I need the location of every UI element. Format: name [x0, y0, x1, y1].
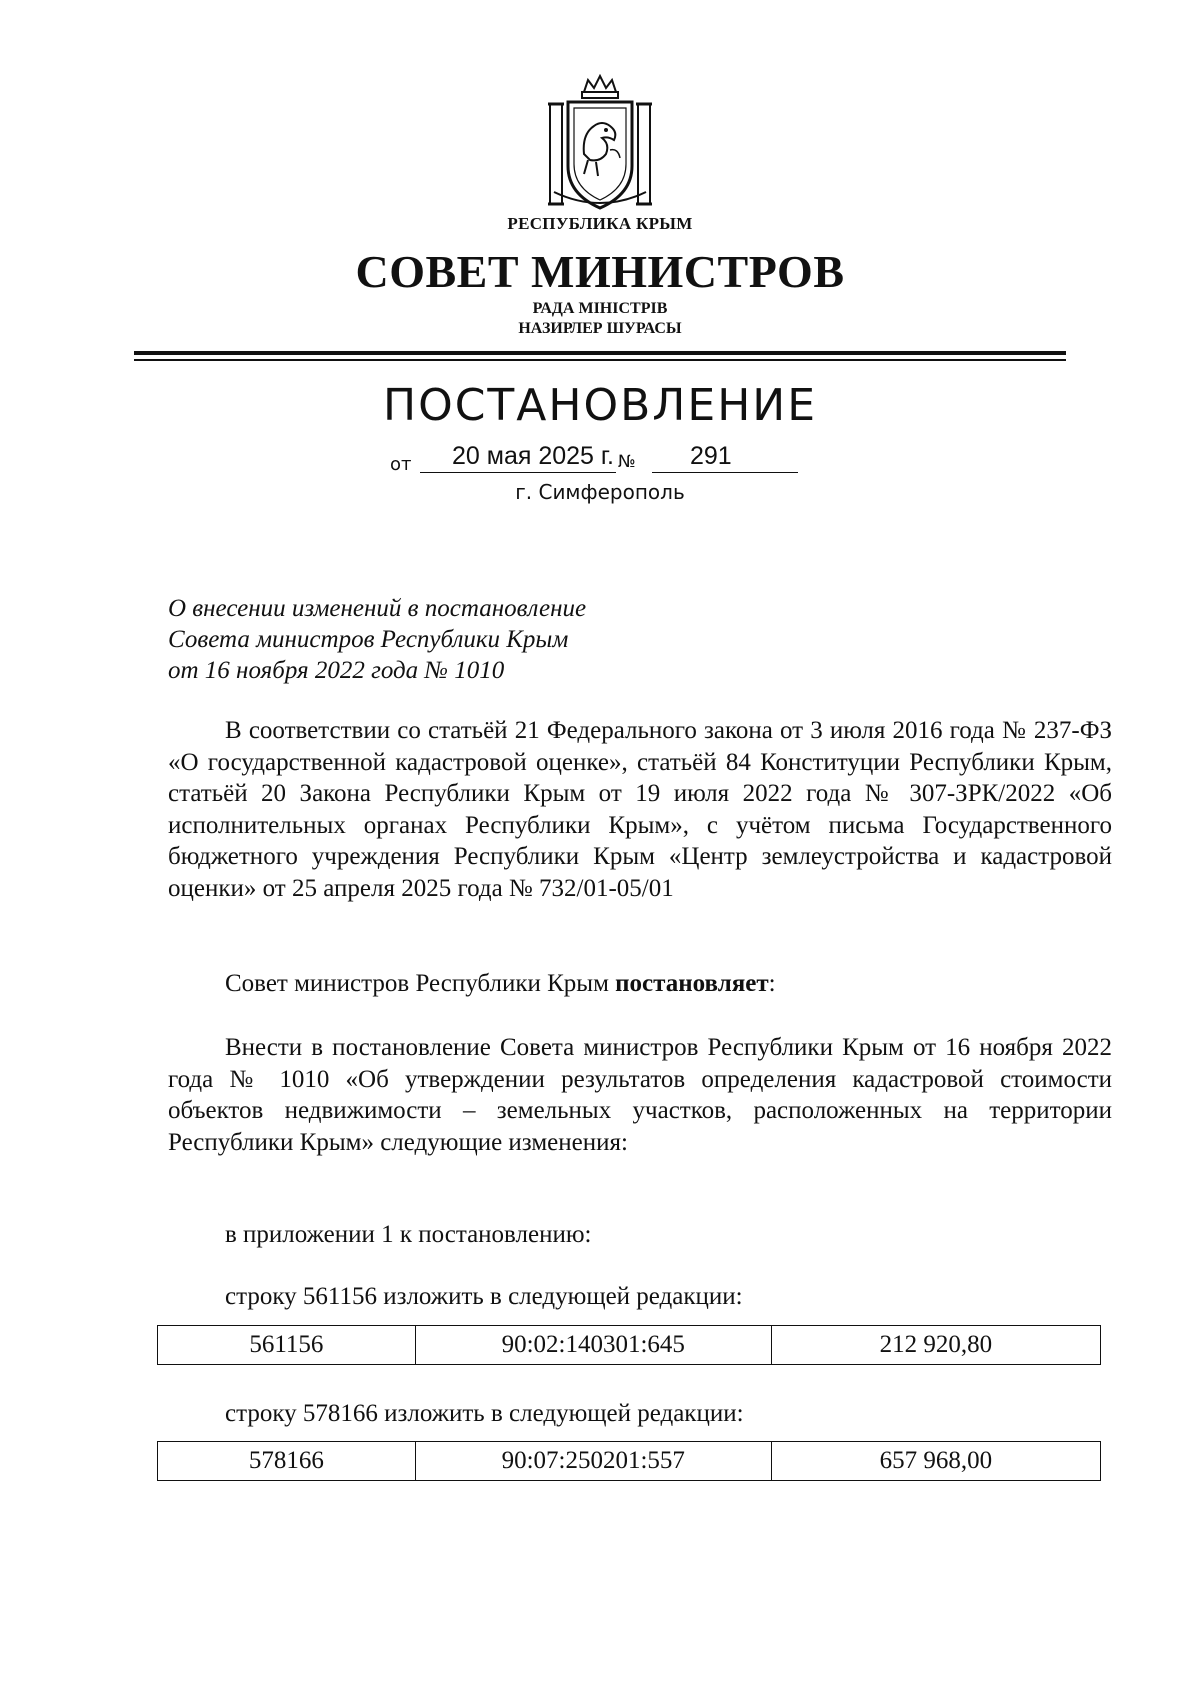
republic-name: РЕСПУБЛИКА КРЫМ	[507, 214, 693, 233]
replacement-row-table	[157, 1325, 1101, 1365]
decree-subject	[168, 593, 586, 686]
resolves-colon: :	[768, 970, 776, 997]
table-row	[158, 1326, 1101, 1365]
table-row	[158, 1442, 1101, 1481]
replacement-row-table	[157, 1441, 1101, 1481]
row-intro-paragraph: строку 561156 изложить в следующей редакции:	[225, 1283, 743, 1310]
number-underline	[652, 472, 798, 473]
resolves-keyword: постановляет	[615, 970, 769, 997]
amendment-paragraph: Внести в постановление Совета министров Республики Крым от 16 ноября 2022 года № 1010 «Об утверждении результатов определения кадастровой стоимости объектов недвижимости – земельных участков, расположенных на территории Республики Крым» следующие изменения:	[168, 1034, 1112, 1156]
cadastral-number-cell: 90:02:140301:645	[415, 1326, 771, 1365]
council-name-crimean-tatar: НАЗИРЛЕР ШУРАСЫ	[518, 320, 682, 337]
header-divider-thin	[134, 359, 1066, 361]
cadastral-value-cell: 657 968,00	[771, 1442, 1100, 1481]
subject-line: Совета министров Республики Крым	[168, 626, 569, 653]
subject-line: О внесении изменений в постановление	[168, 595, 587, 622]
row-intro-paragraph: строку 578166 изложить в следующей редакции:	[225, 1400, 744, 1427]
subject-line: от 16 ноября 2022 года № 1010	[168, 657, 505, 684]
row-number-cell: 561156	[158, 1326, 416, 1365]
decree-number: 291	[690, 442, 732, 470]
preamble-paragraph: В соответствии со статьёй 21 Федерального закона от 3 июля 2016 года № 237-ФЗ «О государственной кадастровой оценке», статьёй 84 Конституции Республики Крым, статьёй 20 Закона Республики Крым от 19 июля 2022 года № 307-ЗРК/2022 «Об исполнительных органах Республики Крым», с учётом письма Государственного бюджетного учреждения Республики Крым «Центр землеустройства и кадастровой оценки» от 25 апреля 2025 года № 732/01-05/01	[168, 717, 1112, 902]
number-sign: №	[618, 452, 636, 472]
cadastral-number-cell: 90:07:250201:557	[415, 1442, 771, 1481]
crimea-coat-of-arms-icon	[544, 74, 656, 214]
appendix-paragraph: в приложении 1 к постановлению:	[225, 1221, 592, 1248]
header-divider-thick	[134, 351, 1066, 355]
date-prefix: от	[390, 454, 412, 475]
council-name-ukrainian: РАДА МІНІСТРІВ	[532, 300, 668, 317]
cadastral-value-cell: 212 920,80	[771, 1326, 1100, 1365]
decree-title: ПОСТАНОВЛЕНИЕ	[382, 380, 817, 431]
decree-date-line	[390, 440, 810, 474]
row-number-cell: 578166	[158, 1442, 416, 1481]
resolves-paragraph	[168, 968, 1112, 1000]
date-underline	[420, 472, 616, 473]
decree-city: г. Симферополь	[515, 480, 685, 504]
resolves-text: Совет министров Республики Крым	[225, 970, 616, 997]
decree-date: 20 мая 2025 г.	[452, 442, 614, 470]
council-name: СОВЕТ МИНИСТРОВ	[355, 246, 845, 297]
